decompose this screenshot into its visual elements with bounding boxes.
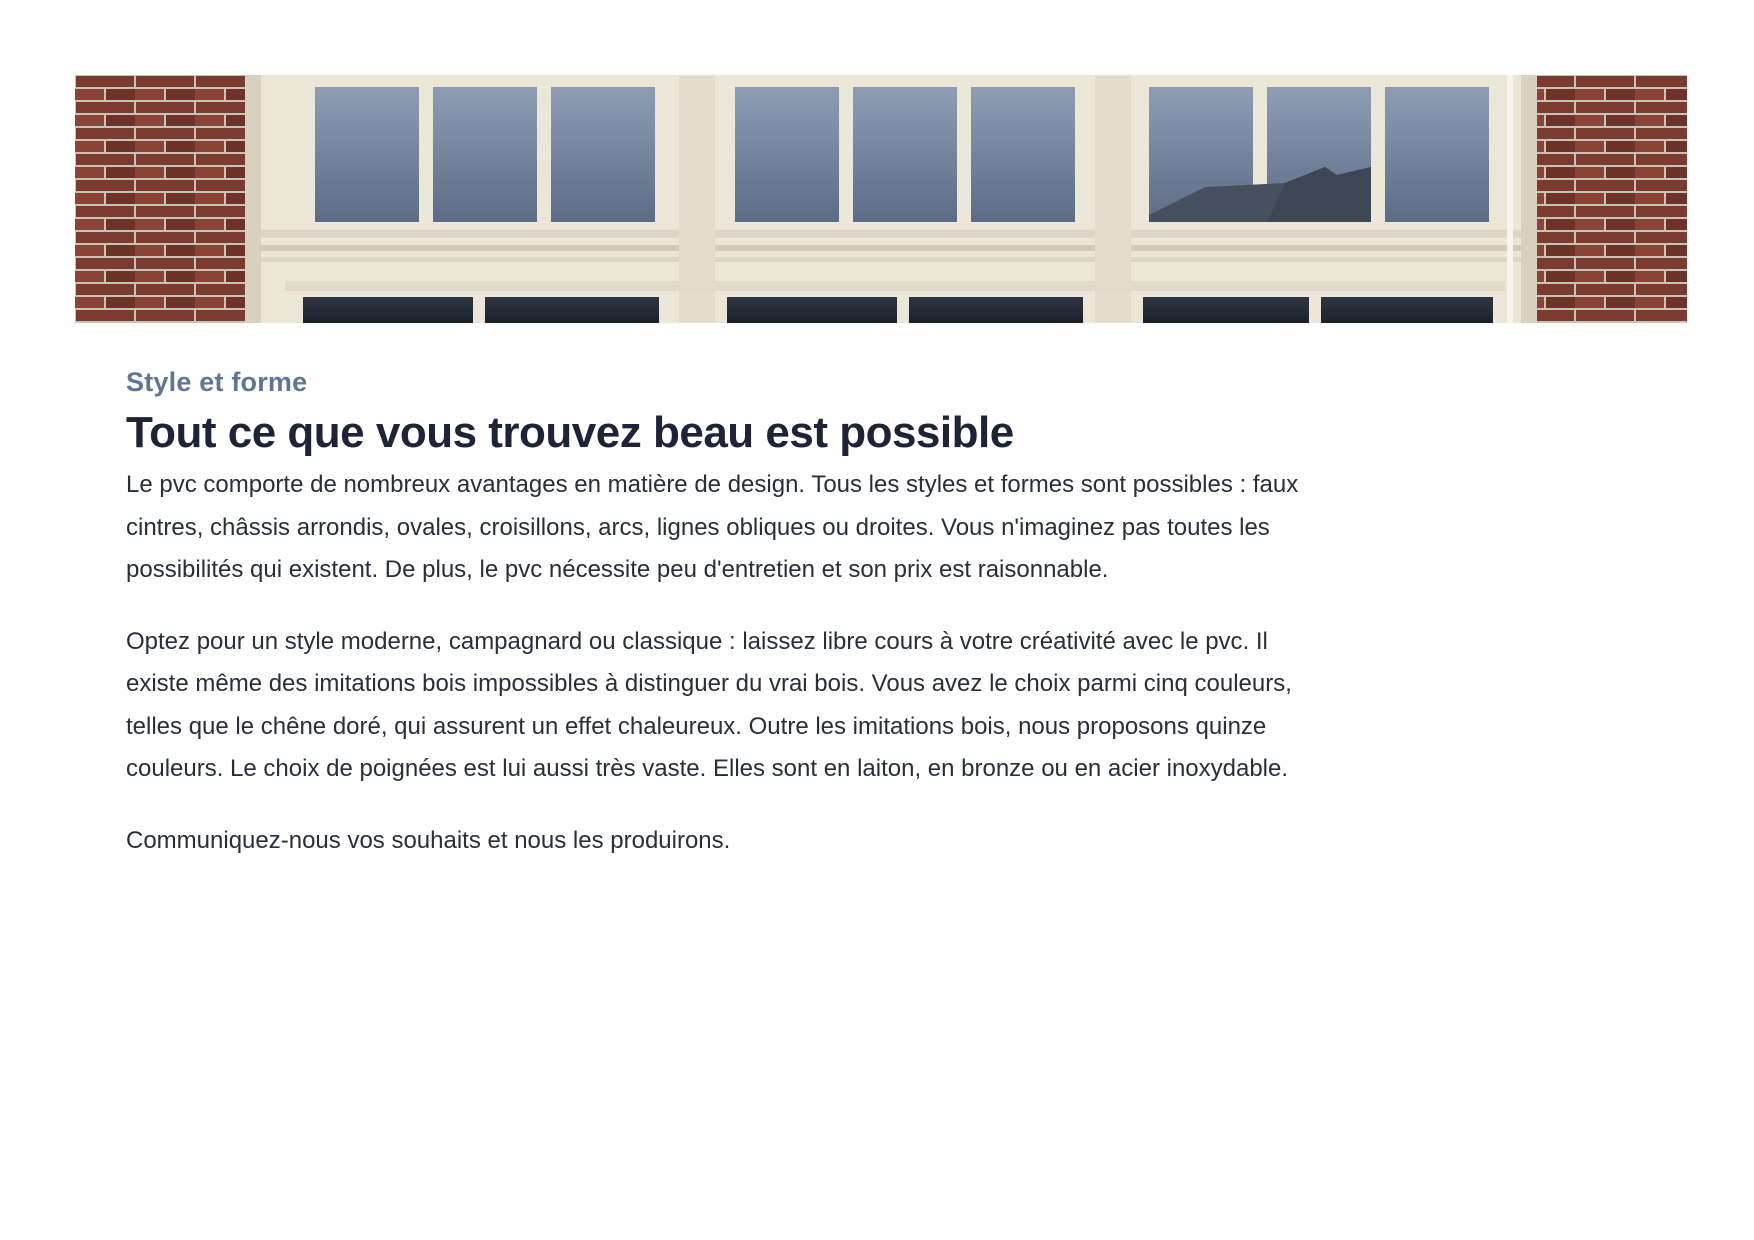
- section-kicker: Style et forme: [126, 367, 308, 397]
- window-facade-illustration: [75, 75, 1687, 323]
- hero-image-window-facade: [75, 75, 1687, 323]
- paragraph-design-advantages: Le pvc comporte de nombreux avantages en matière de design. Tous les styles et formes sont possibles : faux cintres, châssis arrondis, ovales, croisillons, arcs, lignes obliques ou droites. Vous n'imaginez pas toutes les possibilités qui existent. De plus, le pvc nécessite peu d'entretien et son prix est raisonnable.: [126, 471, 1299, 583]
- upper-panes: [315, 87, 1489, 222]
- paragraph-call-to-action: Communiquez-nous vos souhaits et nous les produirons.: [126, 826, 731, 854]
- paragraph-styles-colors: Optez pour un style moderne, campagnard ou classique : laissez libre cours à votre créativité avec le pvc. Il existe même des imitations bois impossibles à distinguer du vrai bois. Vous avez le choix parmi cinq couleurs, telles que le chêne doré, qui assurent un effet chaleureux. Outre les imitations bois, nous proposons quinze couleurs. Le choix de poignées est lui aussi très vaste. Elles sont en laiton, en bronze ou en acier inoxydable.: [126, 627, 1292, 782]
- section-title: Tout ce que vous trouvez beau est possible: [126, 408, 1014, 457]
- brick-wall-right: [1537, 75, 1687, 323]
- brick-wall-left: [75, 75, 245, 323]
- article-section: [126, 360, 1326, 862]
